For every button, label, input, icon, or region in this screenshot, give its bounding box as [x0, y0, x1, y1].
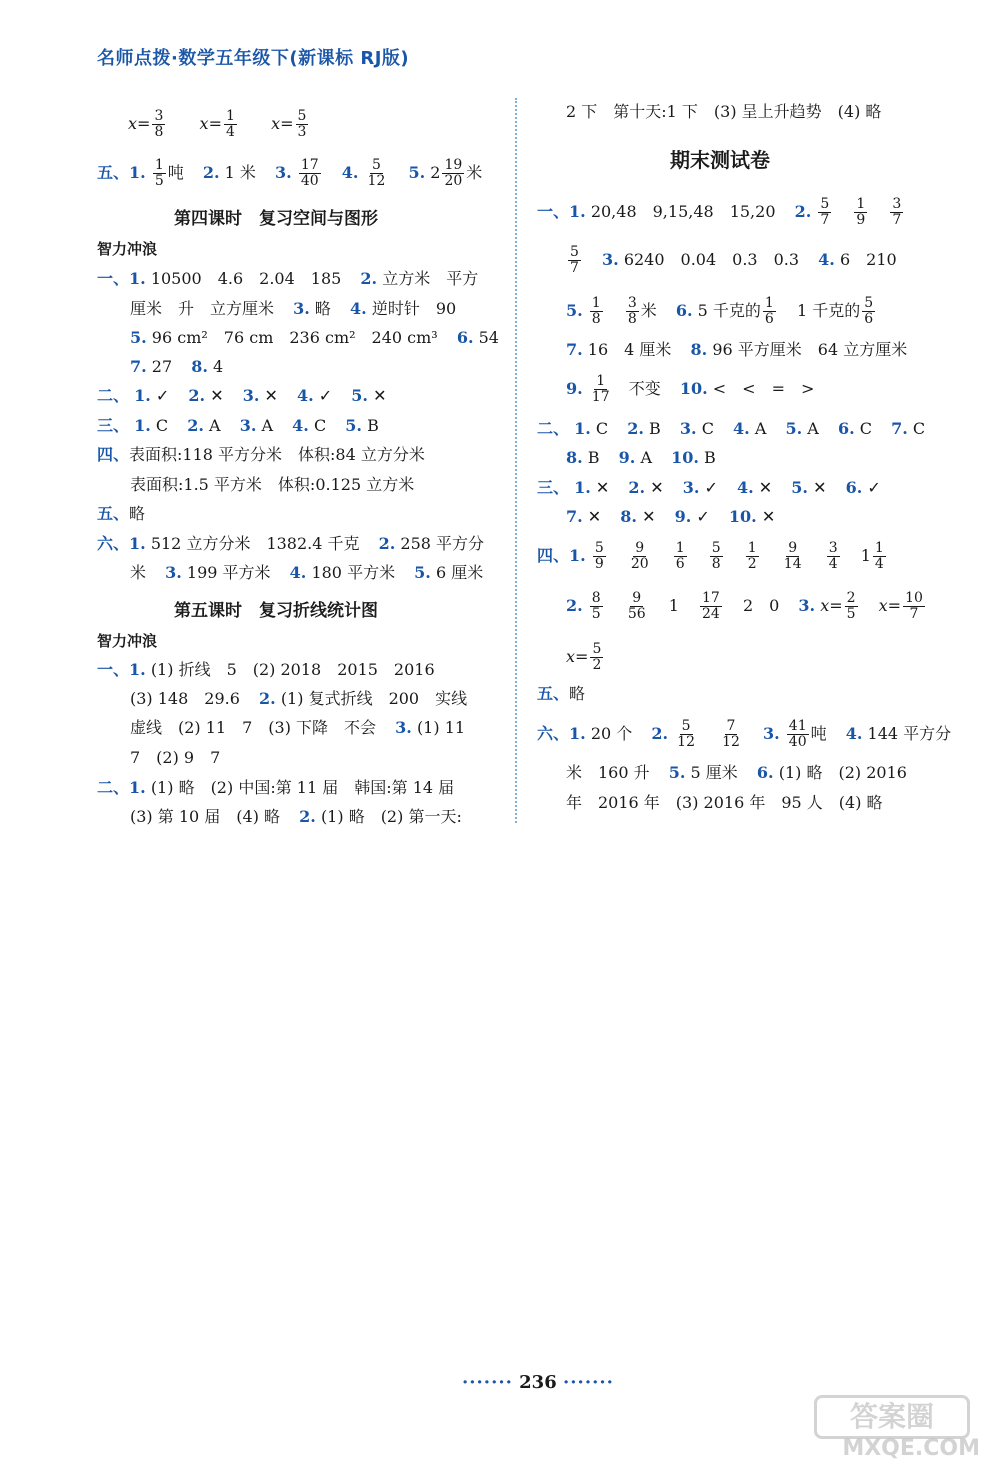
answer-row: 五、略: [97, 504, 146, 523]
page-number: ······· 236 ·······: [462, 1372, 614, 1393]
answer-row: 2. $\frac{8}{5}$ $\frac{9}{56}$ 1 $\frac{17}{24}$ 2 0 3. x= $\frac{2}{5}$ x= $\frac{10}{7}$: [566, 590, 923, 622]
answer-row: 二、 1. C 2. B 3. C 4. A 5. A 6. C 7. C: [537, 419, 926, 438]
answer-row: 五、1. $\frac{1}{5}$ 吨 2. 1 米 3. $\frac{17}{40}$ 4. $\frac{5}{12}$ 5. 2 $\frac{19}{20}$ 米: [97, 157, 483, 189]
watermark-url: MXQE.COM: [842, 1436, 980, 1461]
answer-row: 7 (2) 9 7: [130, 748, 221, 767]
answer-row: 虚线 (2) 11 7 (3) 下降 不会 3. (1) 11: [130, 718, 466, 737]
watermark-logo: 答案圈: [814, 1395, 970, 1439]
answer-row: 六、1. 20 个 2. $\frac{5}{12}$ $\frac{7}{12}$ 3. $\frac{41}{40}$ 吨 4. 144 平方分: [537, 718, 952, 750]
answer-row: 一、1. 20,48 9,15,48 15,20 2. $\frac{5}{7}$ $\frac{1}{9}$ $\frac{3}{7}$: [537, 196, 902, 228]
answer-row: 二、1. (1) 略 (2) 中国:第 11 届 韩国:第 14 届: [97, 778, 455, 797]
answer-row: (3) 第 10 届 (4) 略 2. (1) 略 (2) 第一天:: [130, 807, 462, 826]
answer-row: 年 2016 年 (3) 2016 年 95 人 (4) 略: [566, 793, 883, 812]
sub-heading: 智力冲浪: [97, 240, 158, 258]
exam-title: 期末测试卷: [670, 148, 770, 172]
answer-row: 7. 16 4 厘米 8. 96 平方厘米 64 立方厘米: [566, 340, 908, 359]
book-header: 名师点拨·数学五年级下(新课标 RJ版): [97, 48, 410, 69]
answer-row: 一、1. (1) 折线 5 (2) 2018 2015 2016: [97, 660, 435, 679]
answer-row: 厘米 升 立方厘米 3. 略 4. 逆时针 90: [130, 299, 457, 318]
answer-row: 7. 27 8. 4: [130, 357, 224, 376]
column-divider: [515, 98, 517, 823]
answer-row: x= $\frac{5}{2}$: [566, 641, 602, 673]
answer-row: 表面积:1.5 平方米 体积:0.125 立方米: [130, 475, 415, 494]
answer-row: 四、表面积:118 平方分米 体积:84 立方分米: [97, 445, 425, 464]
answer-row: 一、1. 10500 4.6 2.04 185 2. 立方米 平方: [97, 269, 479, 288]
answer-row: 二、 1. ✓ 2. ✕ 3. ✕ 4. ✓ 5. ✕: [97, 386, 387, 405]
answer-row: 5. 96 cm² 76 cm 236 cm² 240 cm³ 6. 54: [130, 328, 499, 347]
equation-line: x= $\frac{3}{8}$ x= $\frac{1}{4}$ x= $\frac{5}{3}$: [128, 108, 307, 140]
answer-row: (3) 148 29.6 2. (1) 复式折线 200 实线: [130, 689, 468, 708]
answer-row: 米 160 升 5. 5 厘米 6. (1) 略 (2) 2016: [566, 763, 907, 782]
answer-row: 三、 1. ✕ 2. ✕ 3. ✓ 4. ✕ 5. ✕ 6. ✓: [537, 478, 881, 497]
answer-row: 2 下 第十天:1 下 (3) 呈上升趋势 (4) 略: [566, 102, 882, 121]
answer-row: 五、略: [537, 684, 586, 703]
answer-row: 米 3. 199 平方米 4. 180 平方米 5. 6 厘米: [130, 563, 484, 582]
answer-row: 四、1. $\frac{5}{9}$ $\frac{9}{20}$ $\frac{1}{6}$ $\frac{5}{8}$ $\frac{1}{2}$ $\frac{9}{14}$ $\frac{3}{4}$ 1 $\frac{1}{4}$: [537, 540, 884, 572]
lesson-heading: 第四课时 复习空间与图形: [174, 209, 378, 229]
sub-heading: 智力冲浪: [97, 632, 158, 650]
answer-row: 5. $\frac{1}{8}$ $\frac{3}{8}$ 米 6. 5 千克的 $\frac{1}{6}$ 1 千克的 $\frac{5}{6}$: [566, 295, 874, 327]
answer-row: 7. ✕ 8. ✕ 9. ✓ 10. ✕: [566, 507, 776, 526]
answer-row: 三、 1. C 2. A 3. A 4. C 5. B: [97, 416, 379, 435]
answer-row: 9. $\frac{1}{17}$ 不变 10. < < = >: [566, 373, 815, 405]
answer-row: 8. B 9. A 10. B: [566, 448, 716, 467]
lesson-heading: 第五课时 复习折线统计图: [174, 601, 378, 621]
answer-row: $\frac{5}{7}$ 3. 6240 0.04 0.3 0.3 4. 6 210: [570, 244, 897, 276]
answer-row: 六、1. 512 立方分米 1382.4 千克 2. 258 平方分: [97, 534, 485, 553]
